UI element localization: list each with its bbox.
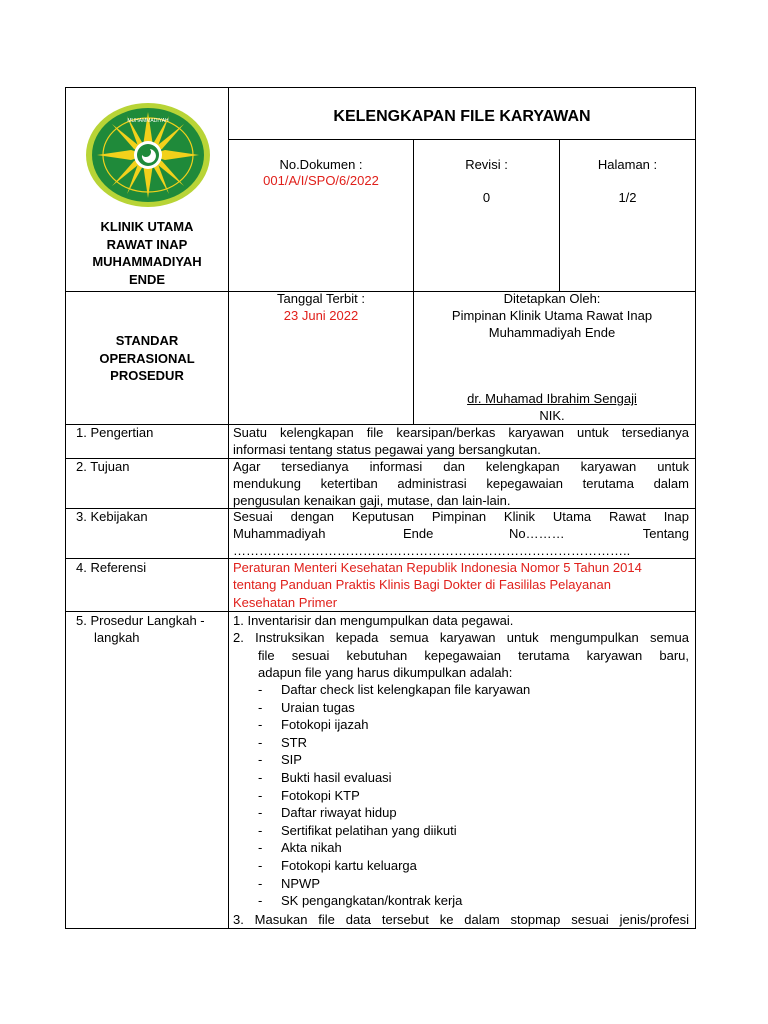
doc-number-label: No.Dokumen : xyxy=(279,157,363,172)
required-files-list xyxy=(258,682,688,911)
bullet-dash: - xyxy=(258,857,263,873)
list-item xyxy=(258,717,688,735)
list-item xyxy=(258,823,688,841)
bullet-dash: - xyxy=(258,769,263,785)
list-item-text: Fotokopi kartu keluarga xyxy=(281,857,417,873)
referensi-line: Kesehatan Primer xyxy=(233,595,338,610)
list-item-text: Akta nikah xyxy=(281,840,342,856)
bullet-dash: - xyxy=(258,682,263,697)
kebijakan-ende: Ende xyxy=(403,526,434,541)
list-item xyxy=(258,752,688,770)
list-item-text: Fotokopi ijazah xyxy=(281,717,369,733)
tujuan-line: pengusulan kenaikan gaji, mutase, dan lain-lain. xyxy=(233,493,511,508)
list-item-text: SK pengangkatan/kontrak kerja xyxy=(281,893,463,909)
kebijakan-name: Muhammadiyah xyxy=(233,526,326,541)
tujuan-line: mendukung ketertiban administrasi kepegawaian terutama dalam xyxy=(233,476,689,491)
kebijakan-tentang: Tentang xyxy=(642,526,689,541)
list-item-text: Bukti hasil evaluasi xyxy=(281,769,392,785)
step-1: 1. Inventarisir dan mengumpulkan data pegawai. xyxy=(233,613,514,628)
bullet-dash: - xyxy=(258,699,263,715)
list-item xyxy=(258,858,688,876)
clinic-logo xyxy=(83,100,213,210)
list-item xyxy=(258,876,688,894)
bullet-dash: - xyxy=(258,875,263,891)
pengertian-line: informasi tentang status pegawai yang bersangkutan. xyxy=(233,442,541,457)
kebijakan-no: No……… xyxy=(509,526,565,541)
list-item xyxy=(258,788,688,806)
list-item-text: Sertifikat pelatihan yang diikuti xyxy=(281,822,457,838)
logo-lettering: MUHAMMADIYAH xyxy=(127,118,169,124)
bullet-dash: - xyxy=(258,805,263,821)
spo-label xyxy=(66,332,228,385)
approved-label: Ditetapkan Oleh: xyxy=(503,291,601,306)
revision-value: 0 xyxy=(482,190,491,205)
section-label-tujuan: 2. Tujuan xyxy=(76,459,130,474)
clinic-name xyxy=(66,218,228,288)
tujuan-line: Agar tersedianya informasi dan kelengkapan karyawan untuk xyxy=(233,459,689,474)
list-item-text: NPWP xyxy=(281,875,320,891)
referensi-line: tentang Panduan Praktis Klinis Bagi Dokter di Fasililas Pelayanan xyxy=(233,577,611,592)
list-item-text: Uraian tugas xyxy=(281,699,355,715)
bullet-dash: - xyxy=(258,822,263,838)
pengertian-line: Suatu kelengkapan file kearsipan/berkas karyawan untuk tersedianya xyxy=(233,425,689,440)
list-item xyxy=(258,735,688,753)
list-item-text: Fotokopi KTP xyxy=(281,787,360,803)
list-item xyxy=(258,770,688,788)
signatory-text: dr. Muhamad Ibrahim Sengaji xyxy=(467,391,637,406)
step-2-cont: adapun file yang harus dikumpulkan adalah: xyxy=(258,665,513,680)
nik-label: NIK. xyxy=(539,408,565,423)
spo-label-line: STANDAR xyxy=(115,333,179,348)
list-item-text: SIP xyxy=(281,752,302,768)
clinic-name-line: ENDE xyxy=(128,271,166,287)
doc-number-value: 001/A/I/SPO/6/2022 xyxy=(263,173,379,188)
bullet-dash: - xyxy=(258,752,263,768)
bullet-dash: - xyxy=(258,893,263,909)
list-item-text: STR xyxy=(281,734,307,750)
signatory-name xyxy=(414,390,690,408)
list-item xyxy=(258,700,688,718)
page-value: 1/2 xyxy=(618,190,637,205)
list-item xyxy=(258,682,688,700)
spo-label-line: PROSEDUR xyxy=(110,368,184,384)
list-item-text: Daftar check list kelengkapan file karyawan xyxy=(281,682,531,697)
issued-label: Tanggal Terbit : xyxy=(277,291,365,306)
clinic-name-line: MUHAMMADIYAH xyxy=(92,254,202,270)
section-label-pengertian: 1. Pengertian xyxy=(76,425,154,440)
approved-by-line: Muhammadiyah Ende xyxy=(488,325,616,340)
list-item xyxy=(258,893,688,911)
clinic-name-line: RAWAT INAP xyxy=(106,236,188,252)
kebijakan-line: ……………………………………………………………………………….. xyxy=(233,543,631,558)
issued-date: 23 Juni 2022 xyxy=(283,308,359,323)
section-label-referensi: 4. Referensi xyxy=(76,560,147,575)
revision-label: Revisi : xyxy=(465,157,508,172)
section-label-prosedur: 5. Prosedur Langkah - xyxy=(76,613,205,628)
list-item xyxy=(258,840,688,858)
clinic-name-line: KLINIK UTAMA xyxy=(100,219,194,234)
bullet-dash: - xyxy=(258,840,263,856)
step-3: 3. Masukan file data tersebut ke dalam stopmap sesuai jenis/profesi xyxy=(233,912,689,927)
document-title: KELENGKAPAN FILE KARYAWAN xyxy=(333,108,591,125)
spo-label-line: OPERASIONAL xyxy=(99,350,195,366)
page-label: Halaman : xyxy=(597,157,658,172)
section-label-prosedur-cont: langkah xyxy=(94,630,140,645)
list-item-text: Daftar riwayat hidup xyxy=(281,805,397,821)
approved-by-line: Pimpinan Klinik Utama Rawat Inap xyxy=(451,308,653,323)
step-2-cont: file sesuai kebutuhan kepegawaian terutama karyawan baru, xyxy=(258,648,689,663)
bullet-dash: - xyxy=(258,734,263,750)
bullet-dash: - xyxy=(258,787,263,803)
step-2: 2. Instruksikan kepada semua karyawan untuk mengumpulkan semua xyxy=(233,630,689,645)
bullet-dash: - xyxy=(258,717,263,733)
section-label-kebijakan: 3. Kebijakan xyxy=(76,509,148,524)
list-item xyxy=(258,805,688,823)
referensi-line: Peraturan Menteri Kesehatan Republik Indonesia Nomor 5 Tahun 2014 xyxy=(233,560,642,575)
kebijakan-line: Sesuai dengan Keputusan Pimpinan Klinik Utama Rawat Inap xyxy=(233,509,689,524)
